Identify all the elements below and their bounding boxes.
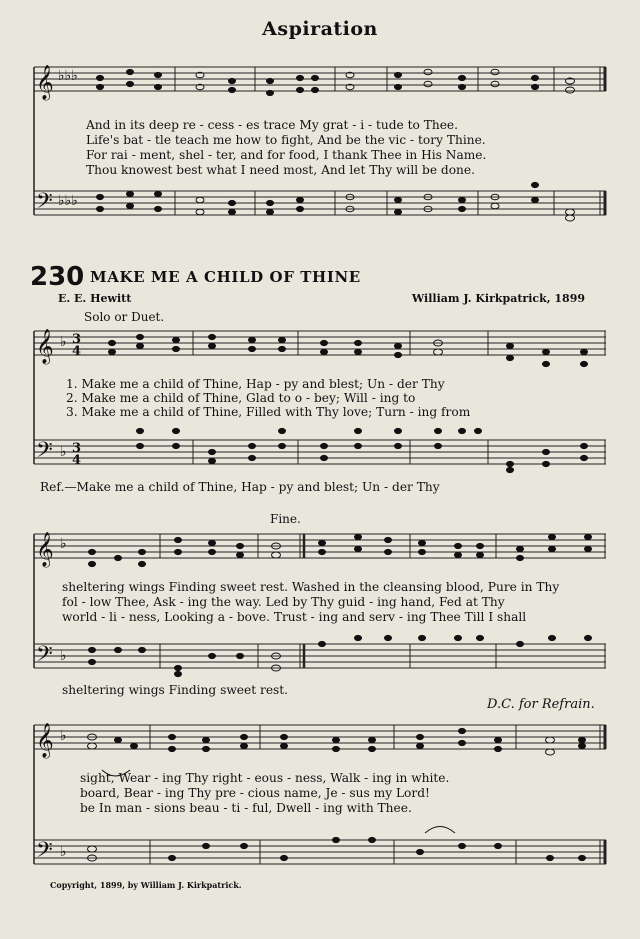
hymn230-sys2-verse-2: fol - low Thee, Ask - ing the way. Led by Thy guid - ing hand, Fed at Thy [62,595,505,609]
svg-text:𝄢: 𝄢 [36,642,53,672]
svg-text:𝄞: 𝄞 [36,329,54,364]
hymn230-sys2-verse-1: sheltering wings Finding sweet rest. Washed in the cleansing blood, Pure in Thy [62,580,560,594]
author-credit: E. E. Hewitt [58,292,132,305]
svg-text:4: 4 [72,344,82,359]
hymn230-refrain-2: sheltering wings Finding sweet rest. [62,683,289,697]
svg-text:4: 4 [72,453,82,468]
dc-refrain-mark: D.C. for Refrain. [487,697,595,712]
aspiration-verse-1: And in its deep re - cess - es trace My grat - i - tude to Thee. [86,118,459,132]
aspiration-verse-4: Thou knowest best what I need most, And let Thy will be done. [86,163,475,177]
hymn230-sys1-verse-2: 2. Make me a child of Thine, Glad to o - bey; Will - ing to [66,391,416,405]
svg-text:♭: ♭ [60,444,67,460]
svg-text:𝄞: 𝄞 [36,532,54,567]
aspiration-verse-3: For rai - ment, shel - ter, and for food, I thank Thee in His Name. [86,148,487,162]
fine-mark: Fine. [270,512,301,526]
aspiration-verse-2: Life's bat - tle teach me how to fight, And be the vic - tory Thine. [86,133,486,147]
hymn230-sys3-verse-1: sight, Wear - ing Thy right - eous - ness, Walk - ing in white. [80,771,450,785]
svg-text:♭♭♭: ♭♭♭ [58,68,78,84]
hymn230-sys1-verse-3: 3. Make me a child of Thine, Filled with Thy love; Turn - ing from [66,405,471,419]
copyright-notice: Copyright, 1899, by William J. Kirkpatrick. [50,880,242,890]
hymn230-sys1-verse-1: 1. Make me a child of Thine, Hap - py and blest; Un - der Thy [66,377,445,391]
svg-text:♭: ♭ [60,648,67,664]
hymn-title: MAKE ME A CHILD OF THINE [90,268,361,286]
hymn230-sys2-verse-3: world - li - ness, Looking a - bove. Trust - ing and serv - ing Thee Till I shall [62,610,527,624]
hymn230-sys3-verse-3: be In man - sions beau - ti - ful, Dwell - ing with Thee. [80,801,412,815]
svg-text:𝄢: 𝄢 [36,189,53,219]
svg-text:𝄢: 𝄢 [36,438,53,468]
hymn230-refrain-1: Ref.—Make me a child of Thine, Hap - py and blest; Un - der Thy [40,480,440,494]
svg-text:𝄞: 𝄞 [36,65,54,100]
svg-text:3: 3 [72,441,82,456]
svg-text:𝄢: 𝄢 [36,838,53,868]
hymn-number: 230 [30,262,85,292]
svg-text:♭: ♭ [60,334,67,350]
svg-text:♭: ♭ [60,536,67,552]
tune-title: Aspiration [262,18,378,40]
svg-text:♭: ♭ [60,728,67,744]
solo-duet-mark: Solo or Duet. [84,310,165,324]
svg-text:♭♭♭: ♭♭♭ [58,193,78,209]
svg-text:♭: ♭ [60,844,67,860]
svg-text:3: 3 [72,332,82,347]
svg-text:𝄞: 𝄞 [36,723,54,758]
composer-credit: William J. Kirkpatrick, 1899 [411,292,585,305]
hymn230-sys3-verse-2: board, Bear - ing Thy pre - cious name, Je - sus my Lord! [80,786,430,800]
